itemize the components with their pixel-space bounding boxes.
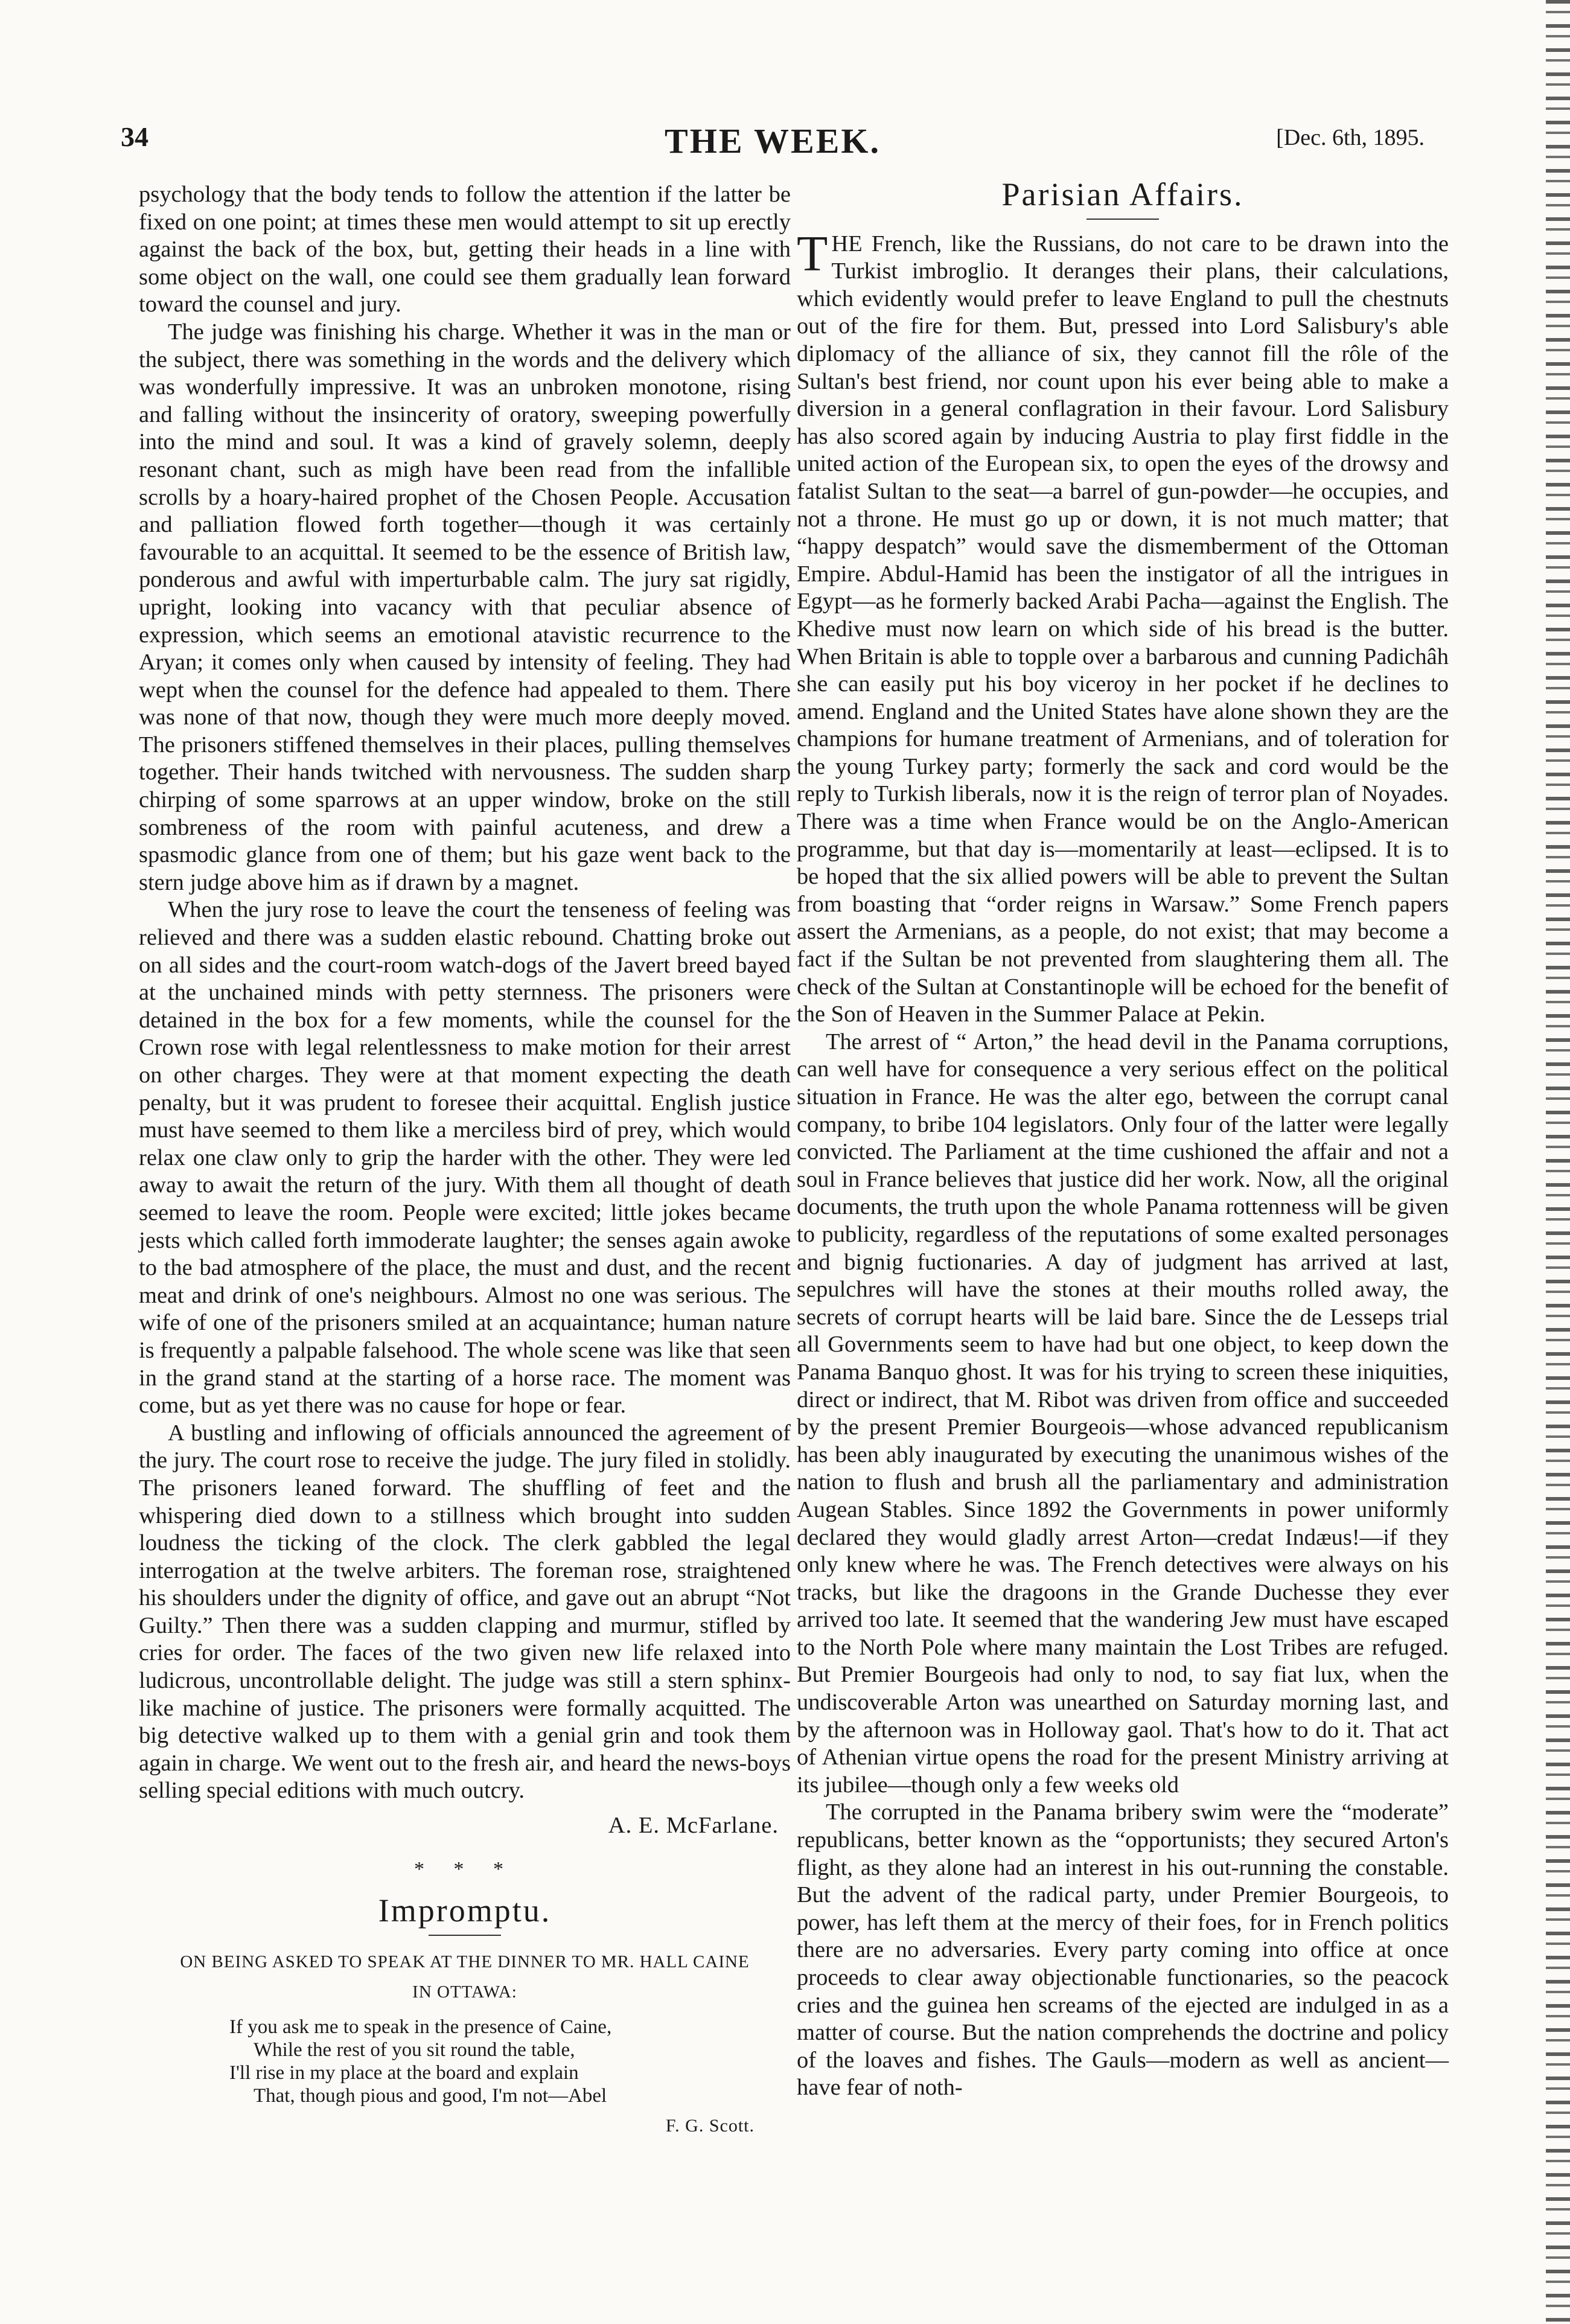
article-title: Parisian Affairs. xyxy=(1001,176,1244,212)
poem-line: I'll rise in my place at the board and explain xyxy=(229,2061,579,2084)
article-paragraph: psychology that the body tends to follow the attention if the latter be fixed on one point; at times these men would attempt to sit up erectly against the back of the box, but, getting their heads in a line with some object on the wall, one could see them gradually lean forward toward the counsel and jury. xyxy=(139,182,791,318)
poem-subtitle-line: ON BEING ASKED TO SPEAK AT THE DINNER TO MR. HALL CAINE xyxy=(180,1952,750,1971)
title-rule xyxy=(1087,219,1159,220)
poem-title: Impromptu. xyxy=(378,1892,552,1929)
left-column xyxy=(139,181,791,2139)
article-paragraph: The corrupted in the Panama bribery swim were the “moderate” republicans, better known as the “opportunists; they secured Arton's flight, as they alone had an interest in his out-running the constable. But the advent of the radical party, under Premier Bourgeois, to power, has left them at the mercy of their foes, for in French politics there are no adversaries. Every party coming into office at once proceeds to clear away objectionable functionaries, so the peacock cries and the guinea hen screams of the ejected are indulged in as a matter of course. But the nation comprehends the doctrine and policy of the loaves and fishes. The Gauls—modern as well as ancient—have fear of noth- xyxy=(797,1799,1449,2101)
poem-body xyxy=(229,2016,791,2107)
article-signature: A. E. McFarlane. xyxy=(608,1813,779,1839)
title-rule xyxy=(429,1935,501,1936)
poem-line: If you ask me to speak in the presence of Caine, xyxy=(229,2016,612,2038)
page-number: 34 xyxy=(121,121,148,152)
article-paragraph: The judge was finishing his charge. Whether it was in the man or the subject, there was something in the words and the delivery which was wonderfully impressive. It was an unbroken monotone, rising and falling without the insincerity of oratory, sweeping powerfully into the mind and soul. It was a kind of gravely solemn, deeply resonant chant, such as migh have been read from the infallible scrolls by a hoary-haired prophet of the Chosen People. Accusation and palliation flowed forth together—though it was certainly favourable to an acquittal. It seemed to be the essence of British law, ponderous and awful with imperturbable calm. The jury sat rigidly, upright, looking into vacancy with that peculiar absence of expression, which seems an emotional atavistic recurrence to the Aryan; it comes only when caused by intensity of feeling. They had wept when the counsel for the defence had appealed to them. There was none of that now, though they were much more deeply moved. The prisoners stiffened themselves in their places, pulling themselves together. Their hands twitched with nervousness. The sudden sharp chirping of some sparrows at an upper window, broke on the still sombreness of the room with painful acuteness, and drew a spasmodic glance from one of them; but his gaze went back to the stern judge above him as if drawn by a magnet. xyxy=(139,319,791,895)
scanned-page-edge xyxy=(1546,0,1570,2324)
poem-line: While the rest of you sit round the table, xyxy=(254,2038,575,2061)
poem-line: That, though pious and good, I'm not—Abel xyxy=(254,2084,607,2107)
issue-date: [Dec. 6th, 1895. xyxy=(1276,125,1425,150)
article-paragraph: THE French, like the Russians, do not care to be drawn into the Turkist imbroglio. It deranges their plans, their calculations, which evidently would prefer to leave England to pull the chestnuts out of the fire for them. But, pressed into Lord Salisbury's able diplomacy of the alliance of six, they cannot fill the rôle of the Sultan's best friend, nor count upon his ever being able to make a diversion in a general conflagration in their favour. Lord Salisbury has also scored again by inducing Austria to play first fiddle in the united action of the European six, to open the eyes of the drowsy and fatalist Sultan to the seat—a barrel of gun-powder—he occupies, and not a throne. He must go up or down, it is not much matter; that “happy despatch” would save the dismemberment of the Ottoman Empire. Abdul-Hamid has been the instigator of all the intrigues in Egypt—as he formerly backed Arabi Pacha—against the English. The Khedive must now learn on which side of his bread is the butter. When Britain is able to topple over a barbarous and cunning Padichâh she can easily put his boy viceroy in her pocket if he declines to amend. England and the United States have alone shown they are the champions for humane treatment of Armenians, and of toleration for the young Turkey party; formerly the sack and cord would be the reply to Turkish liberals, now it is the reign of terror plan of Noyades. There was a time when France would be on the Anglo-American programme, but that day is—momentarily at least—eclipsed. It is to be hoped that the six allied powers will be able to prevent the Sultan from boasting that “order reigns in Warsaw.” Some French papers assert the Armenians, as a people, do not exist; that may become a fact if the Sultan be not prevented from slaughtering them all. The check of the Sultan at Constantinople will be echoed for the benefit of the Son of Heaven in the Summer Palace at Pekin. xyxy=(797,225,1449,1027)
article-paragraph: The arrest of “ Arton,” the head devil in the Panama corruptions, can well have for consequence a very serious effect on the political situation in France. He was the alter ego, between the corrupt canal company, to bribe 104 legislators. Only four of the latter were legally convicted. The Parliament at the time cushioned the affair and not a soul in France believes that justice did her work. Now, all the original documents, the truth upon the whole Panama rottenness will be given to publicity, regardless of the reputations of some exalted personages and bignig fuctionaries. A day of judgment has arrived at last, sepulchres will have the stones at their mouths rolled away, the secrets of corrupt hearts will be laid bare. Since the de Lesseps trial all Governments seem to have had but one object, to keep down the Panama Banquo ghost. It was for his trying to screen these iniquities, direct or indirect, that M. Ribot was driven from office and succeeded by the present Premier Bourgeois—whose advanced republicanism has been ably inaugurated by executing the unanimous wishes of the nation to flush and brush all the parliamentary and administration Augean Stables. Since 1892 the Governments in power uniformly declared they would gladly arrest Arton—credat Indæus!—if they only knew where he was. The French detectives were always on his tracks, but like the dragoons in the Grande Duchesse they ever arrived too late. It seemed that the wandering Jew must have escaped to the North Pole where many maintain the Lost Tribes are refuged. But Premier Bourgeois had only to nod, to say fiat lux, when the undiscoverable Arton was unearthed on Saturday morning last, and by the afternoon was in Holloway gaol. That's how to do it. That act of Athenian virtue opens the road for the present Ministry arriving at its jubilee—though only a few weeks old xyxy=(797,1029,1449,1798)
masthead-title: THE WEEK. xyxy=(665,121,881,161)
page-header xyxy=(121,121,1425,169)
poem-subtitle xyxy=(139,1947,791,2007)
right-column xyxy=(797,176,1449,2102)
article-paragraph: A bustling and inflowing of officials announced the agreement of the jury. The court rose to receive the judge. The jury filed in stolidly. The prisoners leaned forward. The shuffling of feet and the whispering died down to a stillness which brought into sudden loudness the ticking of the clock. The clerk gabbled the legal interrogation at the twelve arbiters. The foreman rose, straightened his shoulders under the dignity of office, and gave out an abrupt “Not Guilty.” Then there was a sudden clapping and murmur, stifled by cries for order. The faces of the two given new life relaxed into ludicrous, uncontrollable delight. The judge was still a stern sphinx-like machine of justice. The prisoners were formally acquitted. The big detective walked up to them with a genial grin and took them again in charge. We went out to the fresh air, and heard the news-boys selling special editions with much outcry. xyxy=(139,1420,791,1804)
poem-author: F. G. Scott. xyxy=(665,2115,755,2136)
article-paragraph: When the jury rose to leave the court the tenseness of feeling was relieved and there was a sudden elastic rebound. Chatting broke out on all sides and the court-room watch-dogs of the Javert breed bayed at the unchained minds with petty sternness. The prisoners were detained in the box for a few moments, while the counsel for the Crown rose with legal relentlessness to make motion for their arrest on other charges. They were at that moment expecting the death penalty, but it was prudent to foresee their acquittal. English justice must have seemed to them like a merciless bird of prey, which would relax one claw only to grip the harder with the other. They were led away to await the return of the jury. With them all thought of death seemed to leave the room. People were excited; little jokes became jests which called forth immoderate laughter; the senses again awoke to the bad atmosphere of the place, the must and dust, and the recent meat and drink of one's neighbours. Almost no one was serious. The wife of one of the prisoners smiled at an acquaintance; human nature is frequently a palpable falsehood. The whole scene was like that seen in the grand stand at the starting of a horse race. The moment was come, but as yet there was no cause for hope or fear. xyxy=(139,897,791,1419)
poem-subtitle-line: IN OTTAWA: xyxy=(412,1982,517,2002)
section-divider-stars: * * * xyxy=(414,1857,515,1880)
